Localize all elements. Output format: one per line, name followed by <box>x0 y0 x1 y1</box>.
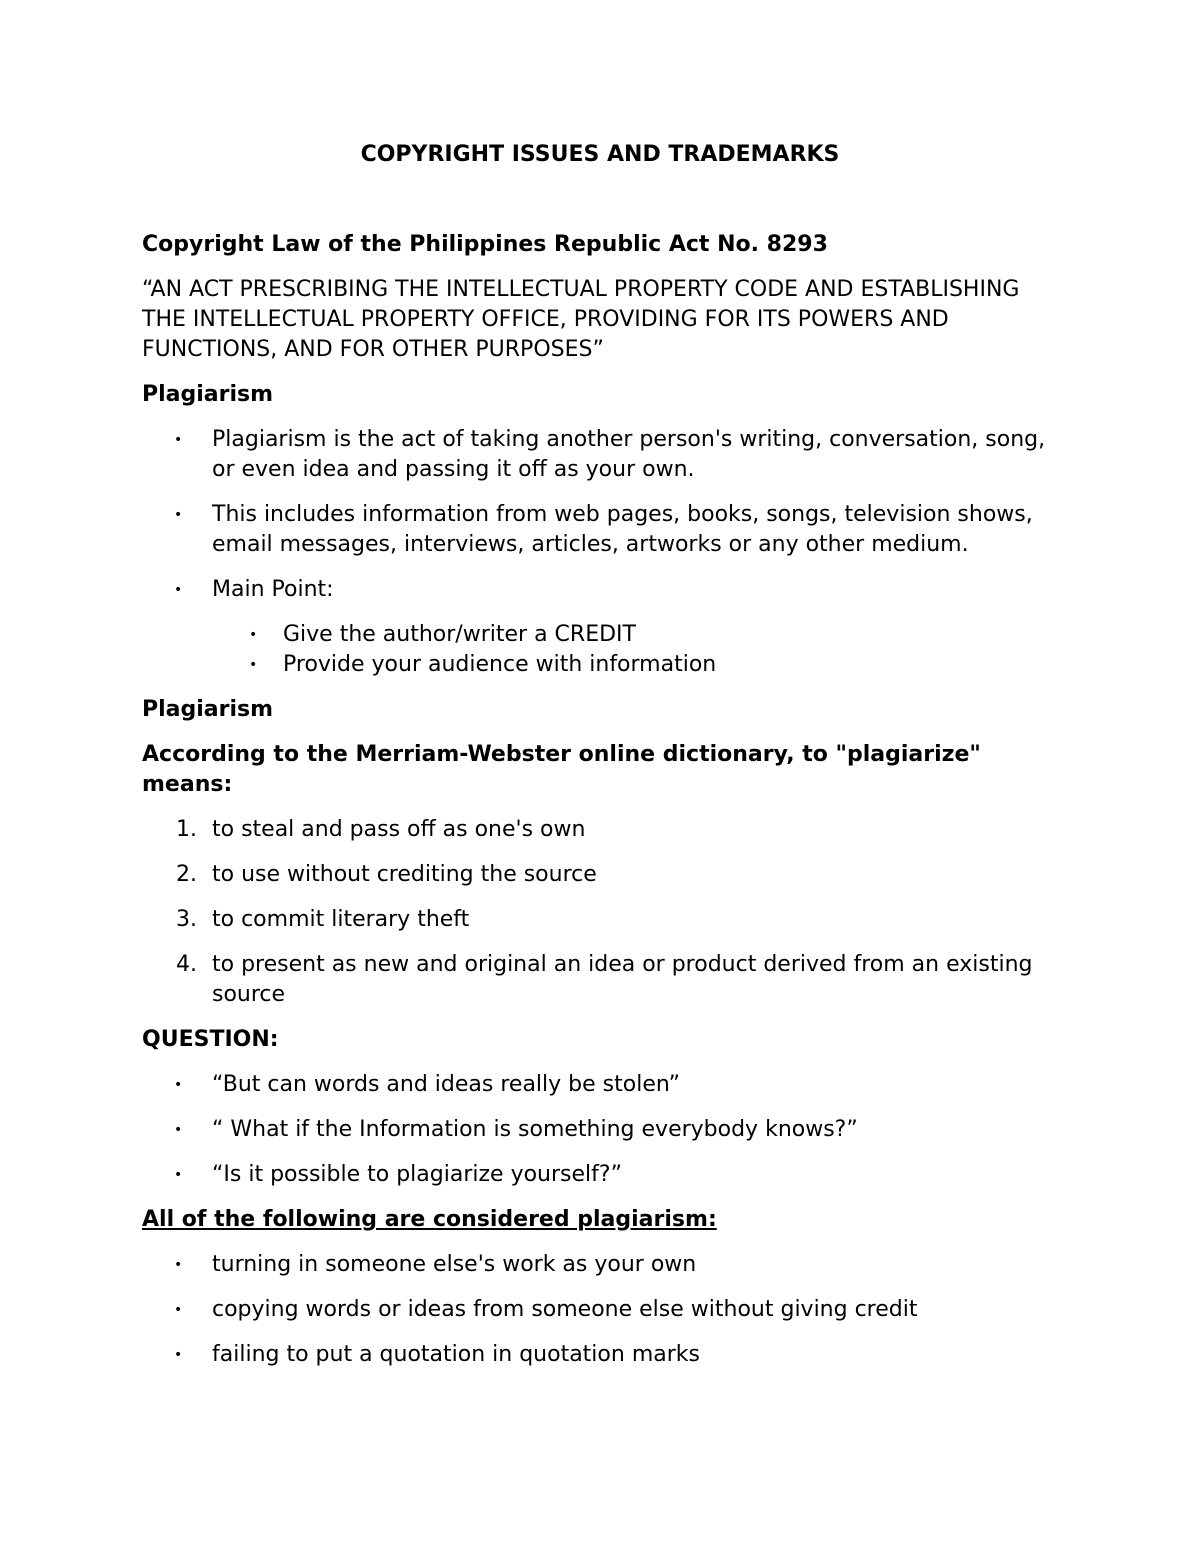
bullet-icon: • <box>174 1167 183 1183</box>
list-item-text: “Is it possible to plagiarize yourself?” <box>212 1162 622 1187</box>
list-item <box>142 950 1062 1010</box>
bullet-icon: • <box>174 1077 183 1093</box>
list-item-text: failing to put a quotation in quotation marks <box>212 1342 700 1367</box>
law-heading: Copyright Law of the Philippines Republic Act No. 8293 <box>142 232 828 257</box>
list-item <box>142 650 1062 680</box>
bullet-icon: • <box>174 1347 183 1363</box>
bullet-icon: • <box>249 627 258 643</box>
question-heading: QUESTION: <box>142 1027 279 1052</box>
plagiarism-points-list <box>142 425 1062 605</box>
definition-heading: According to the Merriam-Webster online dictionary, to "plagiarize" means: <box>142 742 981 797</box>
list-item <box>142 1295 1062 1325</box>
list-item <box>142 815 1062 845</box>
list-item <box>142 1250 1062 1280</box>
list-item <box>142 1115 1062 1145</box>
list-item-text: Plagiarism is the act of taking another person's writing, conversation, song, or even idea and passing it off as your own. <box>212 427 1046 482</box>
list-item-text: Main Point: <box>212 577 334 602</box>
list-item <box>142 620 1062 650</box>
bullet-icon: • <box>249 657 258 673</box>
list-number: 4. <box>176 952 197 977</box>
list-item-text: Give the author/writer a CREDIT <box>283 622 636 647</box>
list-item <box>142 1160 1062 1190</box>
list-item <box>142 905 1062 935</box>
plagiarism-heading: Plagiarism <box>142 697 274 722</box>
list-item-text: “But can words and ideas really be stolen” <box>212 1072 680 1097</box>
list-item-text: to commit literary theft <box>212 907 470 932</box>
list-item <box>142 860 1062 890</box>
plagiarism-heading: Plagiarism <box>142 382 274 407</box>
list-item-text: turning in someone else's work as your own <box>212 1252 697 1277</box>
list-item <box>142 1070 1062 1100</box>
list-item-text: “ What if the Information is something everybody knows?” <box>212 1117 858 1142</box>
list-item <box>142 500 1062 560</box>
list-item-text: to present as new and original an idea or product derived from an existing source <box>212 952 1033 1007</box>
list-item-text: This includes information from web pages, books, songs, television shows, email messages, interviews, articles, artworks or any other medium. <box>212 502 1033 557</box>
list-number: 3. <box>176 907 197 932</box>
list-number: 1. <box>176 817 197 842</box>
bullet-icon: • <box>174 507 183 523</box>
questions-list <box>142 1070 1062 1190</box>
bullet-icon: • <box>174 432 183 448</box>
list-item-text: to use without crediting the source <box>212 862 597 887</box>
main-point-sublist <box>142 620 1062 680</box>
list-item <box>142 425 1062 485</box>
list-item-text: Provide your audience with information <box>283 652 717 677</box>
definitions-list <box>142 815 1062 1010</box>
considered-plagiarism-list <box>142 1250 1062 1370</box>
list-item-text: to steal and pass off as one's own <box>212 817 586 842</box>
list-item-text: copying words or ideas from someone else without giving credit <box>212 1297 918 1322</box>
act-text: “AN ACT PRESCRIBING THE INTELLECTUAL PROPERTY CODE AND ESTABLISHING THE INTELLECTUAL PROPERTY OFFICE, PROVIDING FOR ITS POWERS AND FUNCTIONS, AND FOR OTHER PURPOSES” <box>142 277 1020 362</box>
bullet-icon: • <box>174 1302 183 1318</box>
list-item <box>142 575 1062 605</box>
bullet-icon: • <box>174 1257 183 1273</box>
list-number: 2. <box>176 862 197 887</box>
document-page <box>142 140 1062 1370</box>
bullet-icon: • <box>174 1122 183 1138</box>
document-title: COPYRIGHT ISSUES AND TRADEMARKS <box>360 142 840 167</box>
bullet-icon: • <box>174 582 183 598</box>
considered-plagiarism-heading: All of the following are considered plagiarism: <box>142 1207 717 1232</box>
list-item <box>142 1340 1062 1370</box>
